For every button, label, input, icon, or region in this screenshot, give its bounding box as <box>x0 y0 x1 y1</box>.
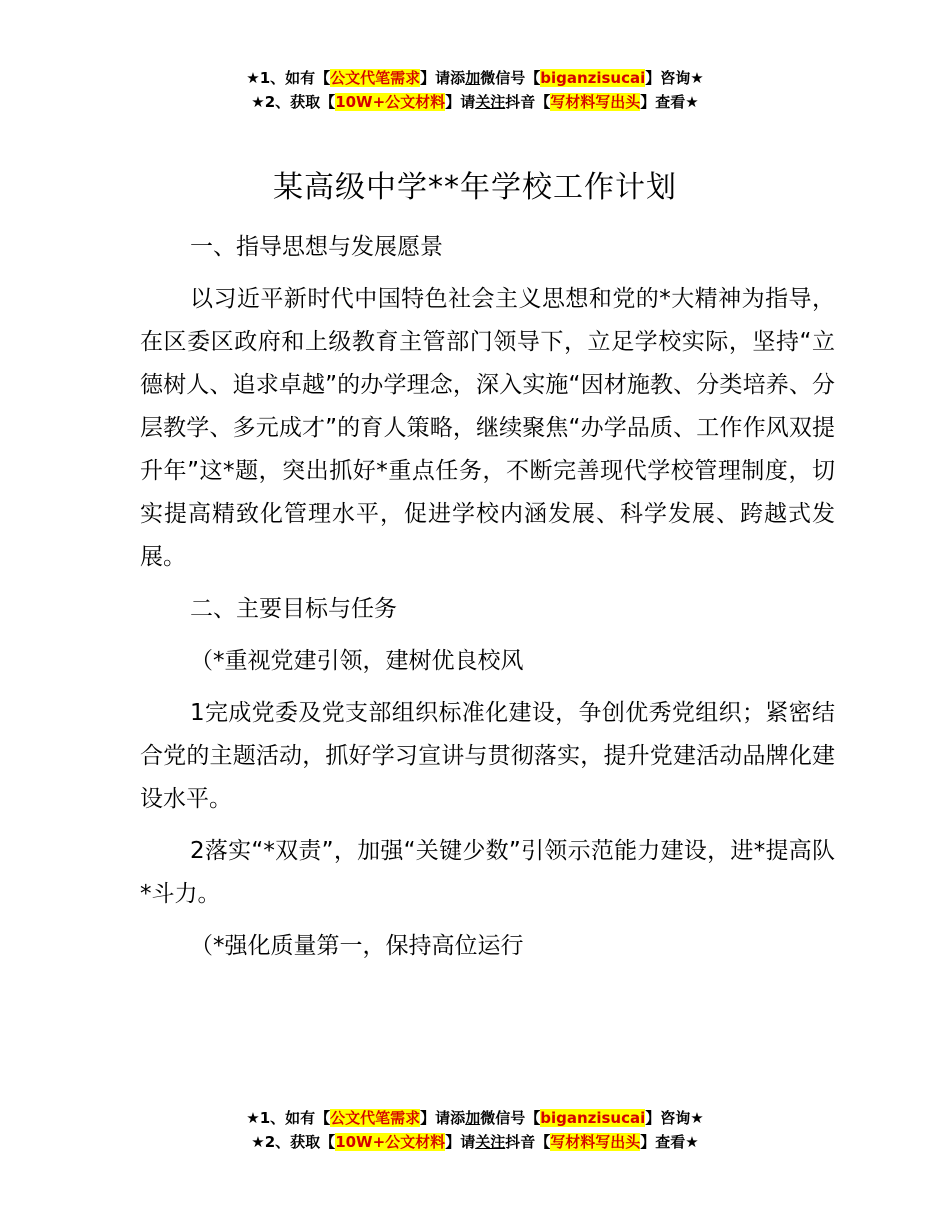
highlight-wechat-id: biganzisucai <box>540 1109 646 1127</box>
highlight-materials: 10W+公文材料 <box>335 93 446 111</box>
notice-line-2 <box>0 1130 950 1154</box>
notice-text: 】咨询★ <box>645 69 704 87</box>
header-notice <box>0 66 950 114</box>
subsection-heading: （*强化质量第一，保持高位运行 <box>190 933 524 959</box>
section-heading: 二、主要目标与任务 <box>190 596 397 622</box>
notice-text-underlined: 加 <box>465 1109 481 1127</box>
notice-text-underlined: 关注 <box>475 1133 506 1151</box>
notice-text: 微信号【 <box>480 1109 541 1127</box>
notice-text: 】咨询★ <box>645 1109 704 1127</box>
notice-text: 】查看★ <box>640 1133 699 1151</box>
notice-text: ★1、如有【 <box>246 1109 331 1127</box>
notice-text: ★1、如有【 <box>246 69 331 87</box>
document-title: 某高级中学**年学校工作计划 <box>273 170 677 205</box>
notice-text: 】请 <box>445 93 476 111</box>
document-body <box>140 226 835 968</box>
highlight-douyin-account: 写材料写出头 <box>550 93 641 111</box>
notice-text: 】请 <box>445 1133 476 1151</box>
footer-notice <box>0 1106 950 1154</box>
notice-text: 】请添 <box>420 69 466 87</box>
notice-text: 微信号【 <box>480 69 541 87</box>
notice-text: 】查看★ <box>640 93 699 111</box>
highlight-service: 公文代笔需求 <box>330 69 421 87</box>
notice-text-underlined: 关注 <box>475 93 506 111</box>
notice-text: 抖音【 <box>505 1133 551 1151</box>
highlight-wechat-id: biganzisucai <box>540 69 646 87</box>
notice-text: 】请添 <box>420 1109 466 1127</box>
paragraph: 1完成党委及党支部组织标准化建设，争创优秀党组织；紧密结合党的主题活动，抓好学习宣讲与贯彻落实，提升党建活动品牌化建设水平。 <box>140 700 835 812</box>
notice-line-1 <box>0 1106 950 1130</box>
notice-text: 抖音【 <box>505 93 551 111</box>
highlight-service: 公文代笔需求 <box>330 1109 421 1127</box>
notice-line-2 <box>0 90 950 114</box>
paragraph: 以习近平新时代中国特色社会主义思想和党的*大精神为指导，在区委区政府和上级教育主管部门领导下，立足学校实际，坚持“立德树人、追求卓越”的办学理念，深入实施“因材施教、分类培养、分层教学、多元成才”的育人策略，继续聚焦“办学品质、工作作风双提升年”这*题，突出抓好*重点任务，不断完善现代学校管理制度，切实提高精致化管理水平，促进学校内涵发展、科学发展、跨越式发展。 <box>140 286 835 570</box>
highlight-douyin-account: 写材料写出头 <box>550 1133 641 1151</box>
paragraph: 2落实“*双责”，加强“关键少数”引领示范能力建设，进*提高队*斗力。 <box>140 838 835 907</box>
section-heading: 一、指导思想与发展愿景 <box>190 234 443 260</box>
notice-line-1 <box>0 66 950 90</box>
notice-text: ★2、获取【 <box>251 1133 336 1151</box>
highlight-materials: 10W+公文材料 <box>335 1133 446 1151</box>
notice-text-underlined: 加 <box>465 69 481 87</box>
subsection-heading: （*重视党建引领，建树优良校风 <box>190 648 524 674</box>
notice-text: ★2、获取【 <box>251 93 336 111</box>
